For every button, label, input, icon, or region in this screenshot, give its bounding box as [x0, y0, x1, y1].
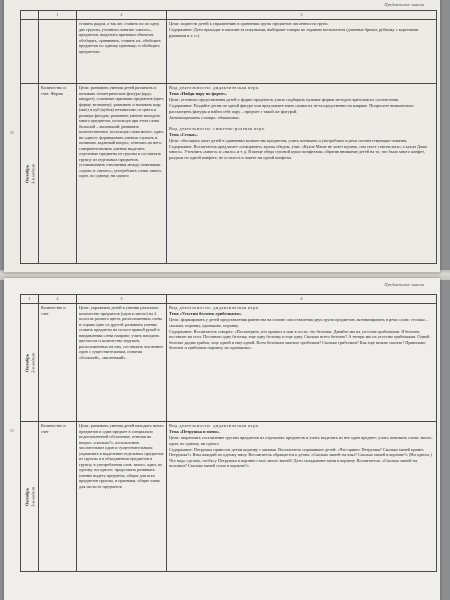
activity-theme: Тема «Угостим белочек грибочками». — [169, 311, 243, 317]
activity-kind: Вид деятельности: сюжетно-ролевая игра. — [169, 125, 266, 131]
page-number: 8 — [10, 131, 16, 134]
activity-kind: Вид деятельности: дидактическая игра. — [169, 85, 260, 90]
header-row — [21, 295, 437, 304]
month-name: Октябрь — [23, 164, 29, 183]
running-head: Предметные знания — [384, 2, 424, 7]
header-col-4: 4 — [167, 295, 437, 304]
activity-goal: Цели: закреплять составление группы предметов из отдельных предметов и учить выделять из нее один предмет; учить понимать слова: много, один, по одному, ни одного. — [169, 435, 433, 446]
header-col-1: 1 — [39, 11, 77, 20]
planning-table — [20, 10, 437, 264]
header-col-2: 2 — [39, 295, 77, 304]
planning-table — [20, 294, 437, 572]
activity-content: Содержание. Воспитатель говорит: «Посмотрите, кто пришел к нам в гости, это белочки. Давайте мы их угостим грибочками. Я белочек поставлю на стол. Поставлю одну белочку, еще одну белочку и еще одну. Сколько всего белочек? А теперь мы их угостим грибочками. Одной белочке дадим грибок, еще одной и еще одной. Всем белочкам хватило грибочков? Сколько грибочков? Как еще можно сказать? Правильно, белочек и грибочков поровну, их одинаково». — [169, 328, 430, 351]
activity-kind: Вид деятельности: дидактическая игра. — [169, 305, 260, 310]
header-col-1: 1 — [21, 295, 39, 304]
week-label: 3-я неделя — [29, 486, 35, 507]
bottom-page — [4, 278, 440, 600]
page-number: 9 — [10, 429, 16, 432]
activity-cell — [167, 304, 437, 422]
activity-cell — [167, 84, 437, 264]
topic-cell: Количество и счет — [39, 422, 77, 572]
topic-cell: Количество и счет — [39, 304, 77, 422]
week-label: 1-я неделя — [29, 163, 35, 184]
running-head: Предметные знания — [384, 282, 424, 287]
activity-theme: Тема «Петрушка и мячи». — [169, 429, 220, 435]
activity-content: Содержание. Воспитатель предлагает «покормить» куклы обедом, учит. «Кукле Маше не хочет кушать, она съест совсем мало, а кукла Даша много». Уточнить «много» и «мало» и т. д. В конце обеда суповой кукол конфетами, обратив внимание детей на то, что было много конфет, раздали по одной конфете, не осталось в пакете ни одной конфеты. — [169, 143, 428, 160]
header-row — [21, 11, 437, 20]
table-row — [21, 422, 437, 572]
month-name: Октябрь — [23, 487, 29, 506]
month-cell — [21, 422, 39, 572]
activity-theme: Тема «Найди пару по форме». — [169, 91, 227, 97]
table-row — [21, 304, 437, 422]
activity-goal: Цели: формировать у детей представления равенства на основе сопоставления двух групп предметов; активизировать в речи слова: столько – сколько, поровну, одинаково, поровну. — [169, 317, 429, 328]
activity-goal: Цели: уточнить представления детей о форме предметов; учить подбирать нужные формы методом зрительного соотнесения. — [169, 97, 400, 103]
table-row — [21, 84, 437, 264]
top-page — [4, 0, 440, 273]
goals-cell: ставить рядом, а так же, ставить их по одну, две группы, уточнить понятие «много», предметов, выделить признаки объектов, обобщать, сравнивать, ставить их, обобщить предметов по одному признаку; и обобщить предметов» — [77, 20, 167, 84]
header-col-3: 3 — [167, 11, 437, 20]
month-cell — [21, 84, 39, 264]
topic-cell: Количество и счет. Форма — [39, 84, 77, 264]
month-name: Октябрь — [23, 353, 29, 372]
goals-cell: Цели: развивать умения детей различать и называть геометрические фигуры (круг, квадрат), основные признаки предметов (цвет, форму, величину); развивать и называть шар (мяч) и куб (кубик) независимо от цвета и размера фигуры; развивать умение находить много предметов, используя при этом слова большой – маленький; развивать количественное, используя слова много, один, ни одного; формировать умения слушать и понимать заданный вопрос, отвечать на него; совершенствовать умения выделять отдельные предметы из группы и составлять группу из отдельных предметов, устанавливать отношения между понятиями «один» и «много»; употреблять слова: много, один, по одному, ни одного — [77, 84, 167, 264]
activity-theme: Тема «Семья». — [169, 131, 198, 137]
activity-content: Содержание. Раздайте детям по одной фигуре или предложите взять самим их не-посредственно на коврике. Попросите внимательно рассмотреть фигуры и найти себе пару – предмет с такой же фигурой. — [169, 103, 414, 114]
header-col-3: 3 — [77, 295, 167, 304]
month-cell — [21, 304, 39, 422]
activity-content: Содержание: Петрушка приносит детям корзину с мячами. Воспитатель спрашивает детей: «Что принес Петрушка? Сколько мячей принес Петрушка?» Взял каждый по одному мячу. Воспитатель обращается к детям: «Сколько мячей ты взял? Сколько мячей в корзине?» (Ни одного.) Что надо сделать, чтобы у Петрушки в корзине стало много мячей? Дети складывают мячи в корзину. Воспитатель: «Сколько мячей ты положил? Сколько мячей стало в корзине?» — [169, 446, 432, 469]
goals-cell: Цели: развивать умения детей находить много предметов и один предмет в специально подготовленной обстановке, отвечая на вопрос «сколько?», использовать числительное один и существительным; упражнять в выделении отдельных предметов из группы и в объединении предметов в группу, в употреблении слов: много, один, по одному, ни одного; продолжать развивать умение видеть предметы, общие для всех предметов группы, и признаки, общие лишь для части ее предметов — [77, 422, 167, 572]
week-label: 2-я неделя — [29, 352, 35, 373]
activity-kind: Вид деятельности: дидактическая игра. — [169, 423, 260, 428]
activity-cell: Цели: подвести детей к упражнению в сравнении групп предметов численности групп. Содержание: Дети приходят в магазин за покупками, выбирают товары по заданию воспитателя (длинные брюки, рубашку с короткими рукавами и т. п.). — [167, 20, 437, 84]
activity-vocab: Активизировать словарь: одинаковые. — [169, 114, 241, 120]
goals-cell: Цели: упражнять детей в умении различать количество предметов (один и много) на 2 полосах разного цвета, расположенных слева и справа одно от другой; развивать умение ставить предметы на полосе правой рукой в направлении слева направо; учить находить цветлосов и количество игрушек, расположенных на них, составлять численное один с существительным, понятия «большой», «маленький». — [77, 304, 167, 422]
activity-cell — [167, 422, 437, 572]
header-col-2: 2 — [77, 11, 167, 20]
table-row — [21, 20, 437, 84]
activity-goal: Цели: обогащать опыт детей в сравнении количества предметов; учить понимать и употреблять в речи соответствующие понятия. — [169, 137, 408, 143]
